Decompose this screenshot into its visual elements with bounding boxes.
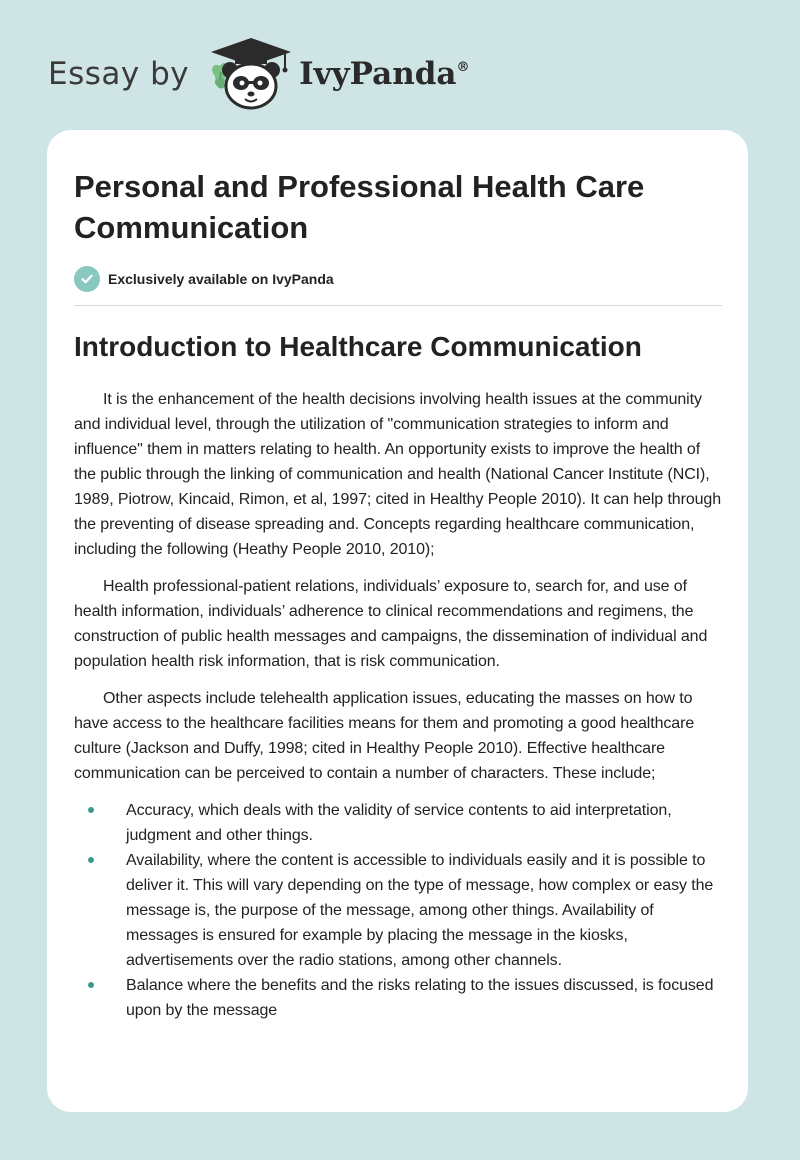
registered-mark: ® xyxy=(456,60,470,75)
characteristics-list xyxy=(74,798,722,1023)
paragraph: Other aspects include telehealth application issues, educating the masses on how to have access to the healthcare facilities means for them and promoting a good healthcare culture (Jackson and Duffy, 1998; cited in Healthy People 2010). Effective healthcare communication can be perceived to contain a number of characters. These include; xyxy=(74,690,695,782)
exclusive-label: Exclusively available on IvyPanda xyxy=(108,271,334,287)
bullet-icon xyxy=(88,857,94,863)
title-divider xyxy=(74,305,722,306)
bullet-icon xyxy=(88,807,94,813)
paragraph: It is the enhancement of the health decisions involving health issues at the community and individual level, through the utilization of "communication strategies to inform and influence" them in matters relating to health. An opportunity exists to improve the health of the public through the linking of communication and health (National Cancer Institute (NCI), 1989, Piotrow, Kincaid, Rimon, et al, 1997; cited in Healthy People 2010). It can help through the preventing of disease spreading and. Concepts regarding healthcare communication, including the following (Heathy People 2010, 2010); xyxy=(74,391,722,558)
check-circle-icon xyxy=(74,266,100,292)
panda-graduate-logo-icon xyxy=(205,36,293,112)
list-item xyxy=(74,848,722,973)
page-title: Personal and Professional Health Care Communication xyxy=(74,169,645,245)
list-item-text: Balance where the benefits and the risks relating to the issues discussed, is focused upon by the message xyxy=(126,977,714,1019)
section-heading: Introduction to Healthcare Communication xyxy=(74,331,642,362)
article-card xyxy=(47,130,748,1112)
list-item xyxy=(74,798,722,848)
brand-name[interactable]: IvyPanda® xyxy=(299,56,470,92)
list-item xyxy=(74,973,722,1023)
site-header xyxy=(48,36,470,112)
list-item-text: Availability, where the content is accessible to individuals easily and it is possible to deliver it. This will vary depending on the type of message, how complex or easy the message is, the purpose of the message, among other things. Availability of messages is ensured for example by placing the message in the kiosks, advertisements over the radio stations, among other channels. xyxy=(126,852,714,969)
bullet-icon xyxy=(88,982,94,988)
essay-by-label: Essay by xyxy=(48,56,190,92)
exclusive-badge xyxy=(74,266,722,292)
paragraph: Health professional-patient relations, individuals’ exposure to, search for, and use of health information, individuals’ adherence to clinical recommendations and regimens, the construction of public health messages and campaigns, the dissemination of individual and population health risk information, that is risk communication. xyxy=(74,578,708,670)
list-item-text: Accuracy, which deals with the validity of service contents to aid interpretation, judgment and other things. xyxy=(126,802,672,844)
